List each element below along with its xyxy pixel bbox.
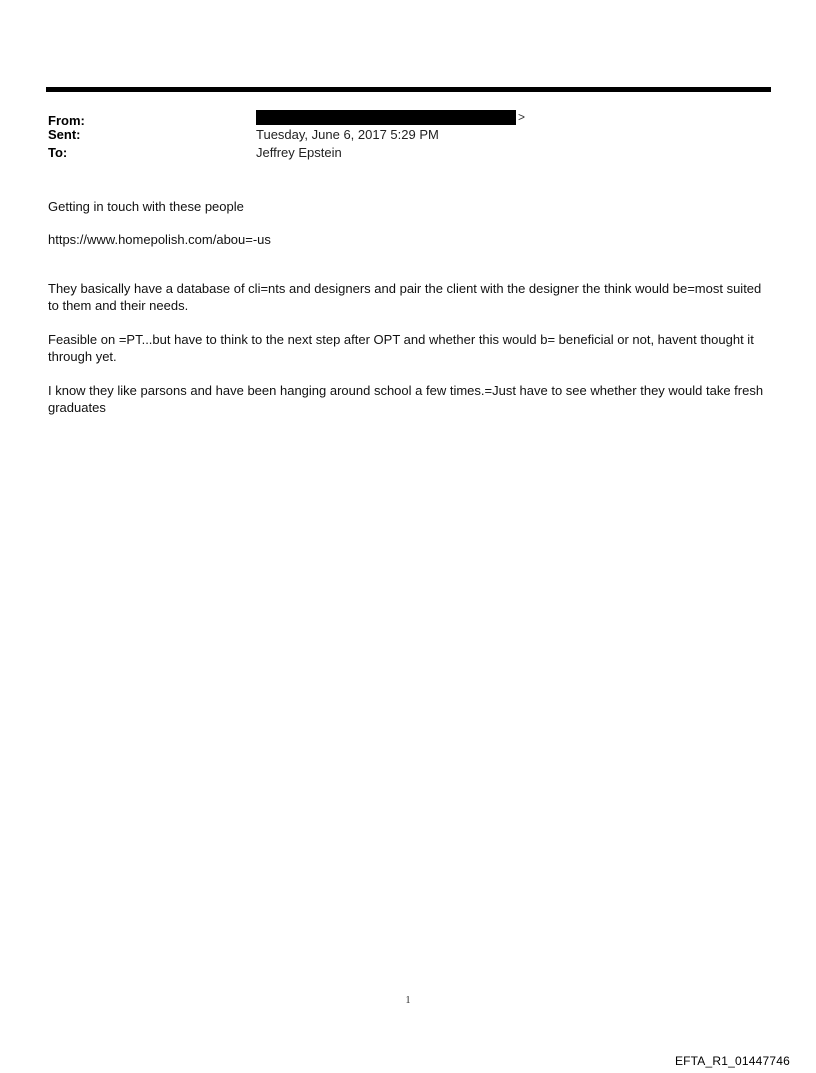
body-paragraph-1: They basically have a database of cli=nts and designers and pair the client with the designer the think would be=most suited to them and their needs. [48, 281, 762, 313]
body-paragraph-3: I know they like parsons and have been hanging around school a few times.=Just have to see whether they would take fresh graduates [48, 383, 764, 415]
header-divider [46, 87, 771, 92]
sent-label: Sent: [48, 127, 81, 142]
from-label: From: [48, 112, 85, 128]
document-id: EFTA_R1_01447746 [674, 1054, 790, 1068]
sent-row [48, 126, 768, 144]
to-value: Jeffrey Epstein [256, 145, 342, 160]
redaction-block [256, 110, 516, 125]
from-value [256, 108, 525, 126]
to-label: To: [48, 145, 68, 160]
page-number: 1 [405, 995, 411, 1006]
to-row [48, 144, 768, 162]
body-link: https://www.homepolish.com/abou=-us [48, 232, 271, 247]
sent-value: Tuesday, June 6, 2017 5:29 PM [256, 127, 439, 142]
email-header [48, 108, 768, 162]
from-row [48, 108, 768, 126]
from-value-tail: > [518, 110, 526, 124]
body-intro: Getting in touch with these people [48, 199, 244, 214]
email-body [48, 198, 768, 433]
body-paragraph-2: Feasible on =PT...but have to think to the next step after OPT and whether this would b= beneficial or not, havent thought it through yet. [48, 332, 754, 364]
